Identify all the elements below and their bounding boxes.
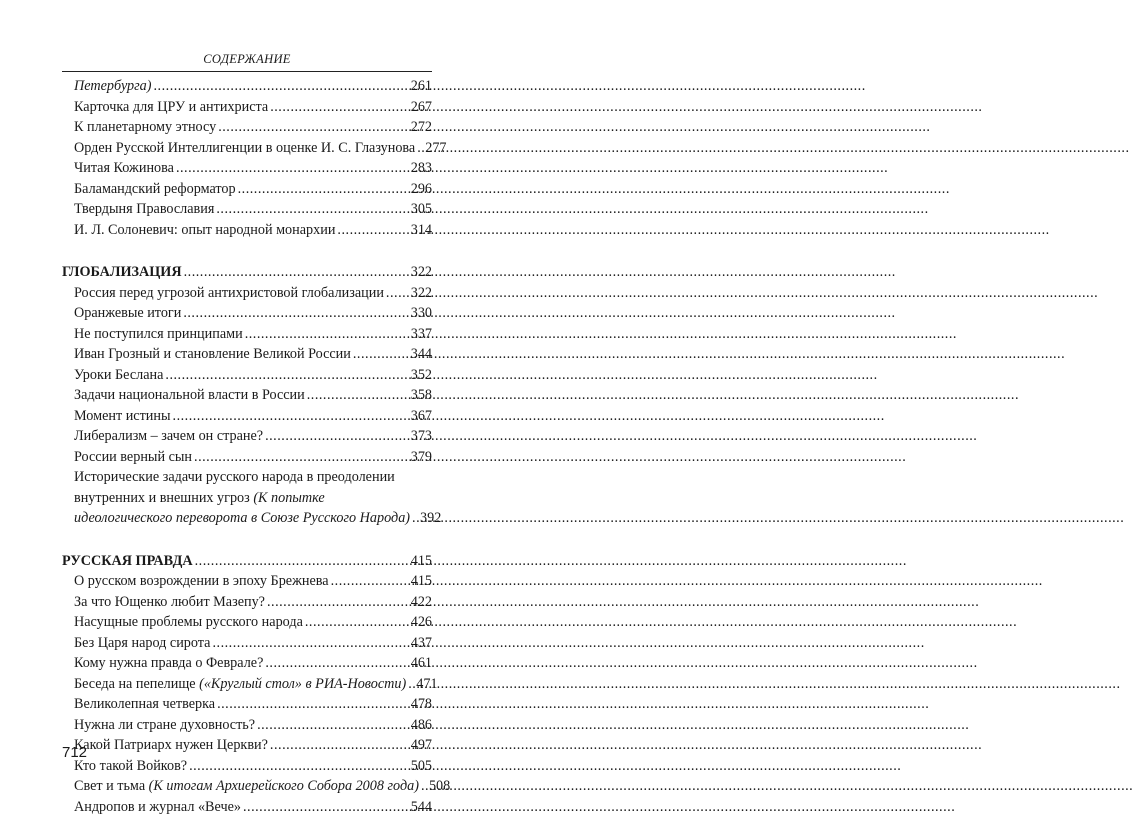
section-gap xyxy=(62,529,432,551)
toc-entry-title xyxy=(74,612,303,633)
toc-entry-page: 277 xyxy=(425,138,446,159)
toc-entry-italic: (К попытке xyxy=(253,490,324,506)
dot-leader xyxy=(194,447,409,468)
toc-entry-title xyxy=(74,735,268,756)
toc-entry[interactable] xyxy=(62,447,432,468)
toc-entry-title xyxy=(74,694,215,715)
toc-entry[interactable] xyxy=(62,426,432,447)
toc-entry-title xyxy=(74,138,415,159)
toc-entry-title xyxy=(74,158,174,179)
toc-entry-line: Исторические задачи русского народа в преодолении xyxy=(74,467,432,488)
toc-entry-title xyxy=(74,653,263,674)
dot-leader xyxy=(238,179,409,200)
toc-entry-title xyxy=(74,592,265,613)
dot-leader xyxy=(386,283,409,304)
toc-entry-italic: («Круглый стол» в РИА-Новости) xyxy=(199,676,406,692)
dot-leader xyxy=(408,674,414,695)
section-page: 415 xyxy=(411,551,432,572)
toc-entry-page: 296 xyxy=(411,179,432,200)
toc-entry-title xyxy=(74,97,268,118)
toc-entry[interactable] xyxy=(62,283,432,304)
toc-entry-text: Момент истины xyxy=(74,408,171,424)
dot-leader xyxy=(176,158,409,179)
toc-group-1 xyxy=(62,76,432,240)
toc-entry-title xyxy=(74,385,305,406)
toc-entry[interactable] xyxy=(62,97,432,118)
toc-entry-title xyxy=(74,756,187,777)
toc-entry[interactable] xyxy=(62,694,432,715)
toc-entry-title xyxy=(74,344,351,365)
toc-entry-text: России верный сын xyxy=(74,449,192,465)
toc-entry[interactable] xyxy=(62,797,432,817)
toc-entry-title xyxy=(74,715,255,736)
toc-entry-text: Россия перед угрозой антихристовой глобализации xyxy=(74,285,384,301)
toc-group-2 xyxy=(62,283,432,468)
toc-entry[interactable] xyxy=(62,612,432,633)
toc-entry-text: Великолепная четверка xyxy=(74,696,215,712)
toc-entry-title xyxy=(74,776,419,797)
header-rule xyxy=(62,71,432,72)
toc-entry-line xyxy=(74,508,432,529)
dot-leader xyxy=(189,756,409,777)
toc-entry[interactable] xyxy=(62,365,432,386)
toc-entry-page: 415 xyxy=(411,571,432,592)
toc-entry[interactable] xyxy=(62,674,432,695)
toc-entry-page: 322 xyxy=(411,283,432,304)
toc-entry-title xyxy=(74,179,236,200)
toc-entry[interactable] xyxy=(62,199,432,220)
toc-entry-page: 330 xyxy=(411,303,432,324)
toc-entry[interactable] xyxy=(62,776,432,797)
dot-leader xyxy=(337,220,408,241)
dot-leader xyxy=(421,776,427,797)
dot-leader xyxy=(412,508,418,529)
toc-entry-page: 344 xyxy=(411,344,432,365)
toc-entry-text: Кто такой Войков? xyxy=(74,758,187,774)
toc-entry-text: Карточка для ЦРУ и антихриста xyxy=(74,99,268,115)
dot-leader xyxy=(165,365,408,386)
toc-entry-text: Баламандский реформатор xyxy=(74,181,236,197)
dot-leader xyxy=(265,653,408,674)
toc-entry-page: 283 xyxy=(411,158,432,179)
toc-entry[interactable] xyxy=(62,303,432,324)
toc-entry-page: 471 xyxy=(416,674,437,695)
table-of-contents xyxy=(62,76,432,817)
toc-entry-page: 337 xyxy=(411,324,432,345)
toc-entry-page: 314 xyxy=(411,220,432,241)
toc-group-3 xyxy=(62,571,432,817)
toc-entry-title xyxy=(74,220,335,241)
toc-entry-page: 267 xyxy=(411,97,432,118)
toc-entry-text: За что Ющенко любит Мазепу? xyxy=(74,594,265,610)
toc-entry-text: Уроки Беслана xyxy=(74,367,163,383)
toc-entry[interactable] xyxy=(62,220,432,241)
toc-entry[interactable] xyxy=(62,633,432,654)
toc-entry-italic: идеологического переворота в Союзе Русского Народа) xyxy=(74,508,410,529)
toc-entry-text: внутренних и внешних угроз xyxy=(74,490,253,506)
toc-entry-text: И. Л. Солоневич: опыт народной монархии xyxy=(74,222,335,238)
toc-entry-title xyxy=(74,426,263,447)
dot-leader xyxy=(154,76,409,97)
dot-leader xyxy=(353,344,409,365)
dot-leader xyxy=(257,715,409,736)
toc-entry-text: Нужна ли стране духовность? xyxy=(74,717,255,733)
toc-entry-text: Твердыня Православия xyxy=(74,201,214,217)
toc-entry-line xyxy=(74,488,432,509)
toc-entry-page: 426 xyxy=(411,612,432,633)
toc-entry-title xyxy=(74,365,163,386)
toc-entry-page: 261 xyxy=(411,76,432,97)
toc-entry-text: Беседа на пепелище xyxy=(74,676,199,692)
toc-entry-page: 508 xyxy=(429,776,450,797)
toc-entry[interactable] xyxy=(62,138,432,159)
toc-entry[interactable] xyxy=(62,76,432,97)
dot-leader xyxy=(305,612,409,633)
toc-entry-text: Иван Грозный и становление Великой России xyxy=(74,346,351,362)
dot-leader xyxy=(265,426,409,447)
toc-entry[interactable] xyxy=(62,571,432,592)
toc-entry[interactable] xyxy=(62,324,432,345)
toc-entry-text: Оранжевые итоги xyxy=(74,305,181,321)
toc-entry-text: О русском возрождении в эпоху Брежнева xyxy=(74,573,329,589)
toc-entry-title xyxy=(74,633,210,654)
toc-entry-page: 437 xyxy=(411,633,432,654)
toc-entry-title xyxy=(74,283,384,304)
dot-leader xyxy=(417,138,423,159)
toc-entry-title xyxy=(74,406,171,427)
toc-entry[interactable] xyxy=(62,653,432,674)
toc-entry-title xyxy=(74,199,214,220)
dot-leader xyxy=(217,694,409,715)
toc-entry-title xyxy=(74,674,406,695)
toc-entry-page: 352 xyxy=(411,365,432,386)
toc-entry[interactable] xyxy=(62,715,432,736)
section-title: РУССКАЯ ПРАВДА xyxy=(62,551,193,572)
dot-leader xyxy=(218,117,409,138)
dot-leader xyxy=(195,551,409,572)
dot-leader xyxy=(212,633,408,654)
toc-entry-page: 478 xyxy=(411,694,432,715)
toc-entry-page: 505 xyxy=(411,756,432,777)
toc-entry-text: Петербурга) xyxy=(74,78,152,94)
toc-entry-text: Какой Патриарх нужен Церкви? xyxy=(74,737,268,753)
toc-entry-title xyxy=(74,447,192,468)
toc-entry-text: Читая Кожинова xyxy=(74,160,174,176)
dot-leader xyxy=(270,735,409,756)
dot-leader xyxy=(184,262,409,283)
dot-leader xyxy=(173,406,409,427)
toc-entry-text: Без Царя народ сирота xyxy=(74,635,210,651)
section-gap xyxy=(62,240,432,262)
dot-leader xyxy=(245,324,409,345)
toc-entry-page: 367 xyxy=(411,406,432,427)
toc-entry-text: К планетарному этносу xyxy=(74,119,216,135)
toc-entry-title xyxy=(74,117,216,138)
toc-entry-title xyxy=(74,303,181,324)
toc-entry[interactable] xyxy=(62,735,432,756)
dot-leader xyxy=(267,592,409,613)
toc-entry-long[interactable] xyxy=(62,467,432,529)
toc-entry-text: Не поступился принципами xyxy=(74,326,243,342)
toc-entry-page: 358 xyxy=(411,385,432,406)
toc-entry-text: Свет и тьма xyxy=(74,778,149,794)
section-page: 322 xyxy=(411,262,432,283)
toc-entry-title xyxy=(74,324,243,345)
page-number: 712 xyxy=(62,744,87,761)
toc-entry-page: 272 xyxy=(411,117,432,138)
section-heading-russian-truth[interactable] xyxy=(62,551,432,572)
toc-entry-title xyxy=(74,76,152,97)
toc-entry[interactable] xyxy=(62,385,432,406)
toc-entry-page: 422 xyxy=(411,592,432,613)
toc-entry-text: Андропов и журнал «Вече» xyxy=(74,799,241,815)
dot-leader xyxy=(183,303,408,324)
toc-entry[interactable] xyxy=(62,406,432,427)
toc-entry-italic: (К итогам Архиерейского Собора 2008 года) xyxy=(149,778,419,794)
section-title: ГЛОБАЛИЗАЦИЯ xyxy=(62,262,182,283)
toc-entry[interactable] xyxy=(62,592,432,613)
toc-entry-page: 379 xyxy=(411,447,432,468)
toc-entry-page: 373 xyxy=(411,426,432,447)
section-heading-globalization[interactable] xyxy=(62,262,432,283)
toc-entry-page: 544 xyxy=(411,797,432,817)
toc-entry-page: 461 xyxy=(411,653,432,674)
dot-leader xyxy=(331,571,409,592)
dot-leader xyxy=(216,199,408,220)
toc-entry[interactable] xyxy=(62,756,432,777)
toc-entry[interactable] xyxy=(62,117,432,138)
toc-entry-page: 486 xyxy=(411,715,432,736)
dot-leader xyxy=(270,97,409,118)
toc-entry-text: Кому нужна правда о Феврале? xyxy=(74,655,263,671)
toc-entry-page: 305 xyxy=(411,199,432,220)
toc-entry-title xyxy=(74,571,329,592)
toc-entry[interactable] xyxy=(62,179,432,200)
toc-entry[interactable] xyxy=(62,344,432,365)
toc-entry-text: Либерализм – зачем он стране? xyxy=(74,428,263,444)
toc-entry[interactable] xyxy=(62,158,432,179)
running-header: СОДЕРЖАНИЕ xyxy=(62,52,432,67)
toc-entry-title xyxy=(74,797,241,817)
toc-entry-page: 497 xyxy=(411,735,432,756)
toc-entry-text: Задачи национальной власти в России xyxy=(74,387,305,403)
dot-leader xyxy=(243,797,409,817)
toc-entry-text: Насущные проблемы русского народа xyxy=(74,614,303,630)
toc-entry-text: Орден Русской Интеллигенции в оценке И. С. Глазунова xyxy=(74,140,415,156)
toc-entry-page: 392 xyxy=(420,508,441,529)
dot-leader xyxy=(307,385,409,406)
